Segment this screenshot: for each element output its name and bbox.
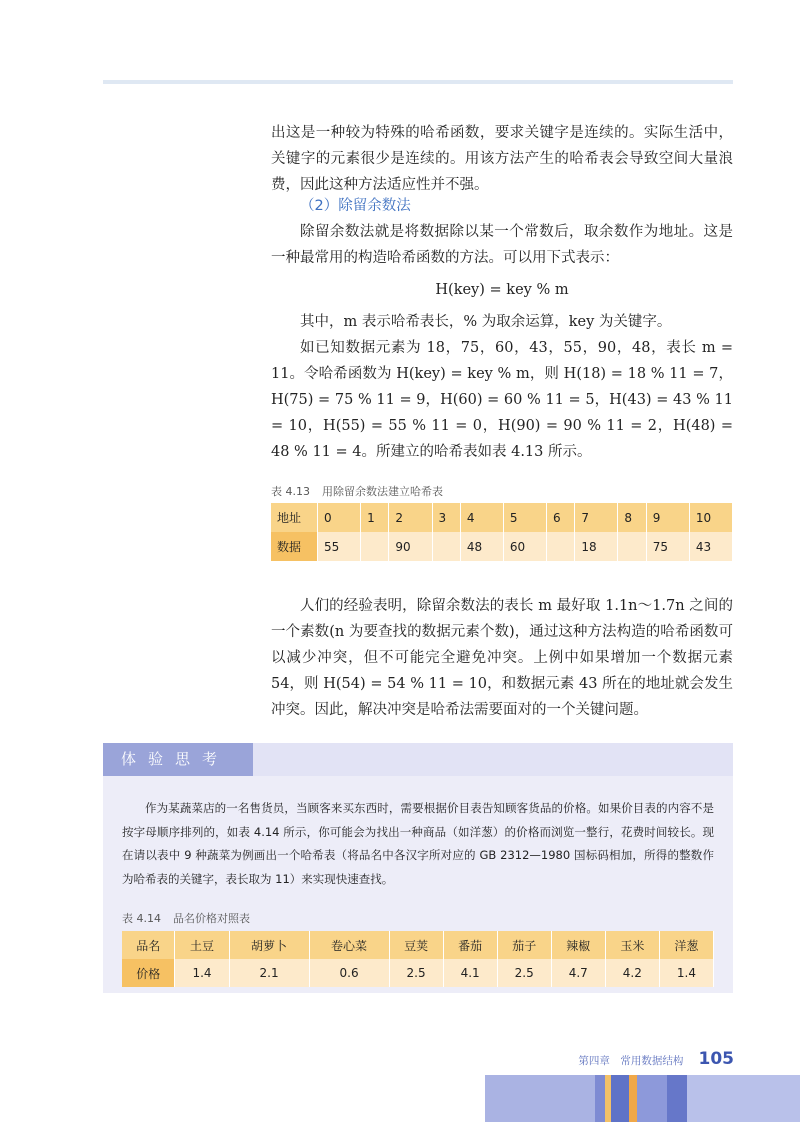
row-label: 地址 bbox=[271, 503, 318, 532]
table-title: 用除留余数法建立哈希表 bbox=[322, 485, 443, 498]
stripe bbox=[667, 1075, 687, 1122]
table-cell: 10 bbox=[689, 503, 732, 532]
table-4-14-caption bbox=[122, 910, 250, 926]
row-label: 品名 bbox=[122, 931, 175, 959]
table-cell: 胡萝卜 bbox=[229, 931, 309, 959]
think-paragraph: 作为某蔬菜店的一名售货员，当顾客来买东西时，需要根据价目表告知顾客货品的价格。如果价目表的内容不是按字母顺序排列的，如表 4.14 所示，你可能会为找出一种商品（如洋葱）的价格而浏览一整行，花费时间较长。现在请以表中 9 种蔬菜为例画出一个哈希表（将品名中各汉字所对应的 GB 2312—1980 国标码相加，所得的整数作为哈希表的关键字，表长取为 11）来实现快速查找。 bbox=[122, 801, 714, 886]
table-cell: 1.4 bbox=[659, 959, 713, 987]
table-cell: 90 bbox=[389, 532, 432, 561]
row-label: 价格 bbox=[122, 959, 175, 987]
decorative-stripes bbox=[485, 1075, 800, 1122]
table-row-address bbox=[271, 503, 733, 532]
table-cell: 5 bbox=[503, 503, 546, 532]
table-cell: 番茄 bbox=[443, 931, 497, 959]
table-cell: 辣椒 bbox=[551, 931, 605, 959]
table-cell: 4.1 bbox=[443, 959, 497, 987]
table-cell bbox=[432, 532, 460, 561]
table-cell: 7 bbox=[575, 503, 618, 532]
table-cell: 18 bbox=[575, 532, 618, 561]
table-cell: 48 bbox=[460, 532, 503, 561]
table-cell bbox=[361, 532, 389, 561]
table-cell: 6 bbox=[547, 503, 575, 532]
table-cell: 4.2 bbox=[605, 959, 659, 987]
table-cell: 2 bbox=[389, 503, 432, 532]
table-number: 表 4.14 bbox=[122, 912, 161, 925]
table-cell: 4 bbox=[460, 503, 503, 532]
section-subheading: （2）除留余数法 bbox=[300, 198, 411, 214]
stripe bbox=[485, 1075, 595, 1122]
table-cell: 1 bbox=[361, 503, 389, 532]
chapter-title: 第四章 常用数据结构 bbox=[578, 1055, 684, 1067]
division-section bbox=[271, 193, 733, 465]
page-number: 105 bbox=[698, 1049, 734, 1069]
stripe bbox=[595, 1075, 605, 1122]
table-cell: 茄子 bbox=[497, 931, 551, 959]
table-cell: 55 bbox=[318, 532, 361, 561]
table-cell: 4.7 bbox=[551, 959, 605, 987]
table-cell: 2.5 bbox=[389, 959, 443, 987]
table-cell: 9 bbox=[646, 503, 689, 532]
table-cell bbox=[547, 532, 575, 561]
paragraph-division-method: 除留余数法就是将数据除以某一个常数后，取余数作为地址。这是一种最常用的构造哈希函数的方法。可以用下式表示： bbox=[271, 224, 733, 266]
paragraph-example: 如已知数据元素为 18，75，60，43，55，90，48，表长 m = 11。令哈希函数为 H(key) = key % m，则 H(18) = 18 % 11 = 7，H(75) = 75 % 11 = 9，H(60) = 60 % 11 = 5，H(43) = 43 % 11 = 10，H(55) = 55 % 11 = 0，H(90) = 90 % 11 = 2，H(48) = 48 % 11 = 4。所建立的哈希表如表 4.13 所示。 bbox=[271, 340, 733, 460]
paragraph-intro: 出这是一种较为特殊的哈希函数，要求关键字是连续的。实际生活中，关键字的元素很少是连续的。用该方法产生的哈希表会导致空间大量浪费，因此这种方法适应性并不强。 bbox=[271, 125, 733, 193]
hash-formula: H(key) = key % m bbox=[435, 282, 569, 298]
table-cell: 3 bbox=[432, 503, 460, 532]
table-cell: 75 bbox=[646, 532, 689, 561]
table-cell: 洋葱 bbox=[659, 931, 713, 959]
think-header-bar bbox=[253, 743, 733, 776]
row-label: 数据 bbox=[271, 532, 318, 561]
table-cell: 卷心菜 bbox=[309, 931, 389, 959]
paragraph-where: 其中，m 表示哈希表长，% 为取余运算，key 为关键字。 bbox=[300, 314, 672, 330]
table-cell: 2.5 bbox=[497, 959, 551, 987]
top-rule bbox=[103, 80, 733, 84]
hash-table-4-13 bbox=[271, 503, 733, 561]
table-row-prices bbox=[122, 959, 714, 987]
table-number: 表 4.13 bbox=[271, 485, 310, 498]
table-row-names bbox=[122, 931, 714, 959]
table-4-13-caption bbox=[271, 483, 443, 499]
stripe bbox=[611, 1075, 629, 1122]
table-cell: 豆荚 bbox=[389, 931, 443, 959]
table-cell: 1.4 bbox=[175, 959, 229, 987]
think-tab: 体验思考 bbox=[103, 743, 253, 776]
stripe bbox=[637, 1075, 667, 1122]
table-cell: 43 bbox=[689, 532, 732, 561]
table-cell: 60 bbox=[503, 532, 546, 561]
paragraph-experience: 人们的经验表明，除留余数法的表长 m 最好取 1.1n～1.7n 之间的一个素数(n 为要查找的数据元素个数)，通过这种方法构造的哈希函数可以减少冲突，但不可能完全避免冲突。上例中如果增加一个数据元素 54，则 H(54) = 54 % 11 = 10，和数据元素 43 所在的地址就会发生冲突。因此，解决冲突是哈希法需要面对的一个关键问题。 bbox=[271, 598, 733, 718]
stripe bbox=[687, 1075, 800, 1122]
stripe bbox=[629, 1075, 637, 1122]
table-cell: 8 bbox=[618, 503, 646, 532]
table-cell: 2.1 bbox=[229, 959, 309, 987]
table-cell: 0 bbox=[318, 503, 361, 532]
table-cell bbox=[618, 532, 646, 561]
table-title: 品名价格对照表 bbox=[173, 912, 250, 925]
table-cell: 土豆 bbox=[175, 931, 229, 959]
price-table-4-14 bbox=[122, 931, 714, 987]
table-row-data bbox=[271, 532, 733, 561]
table-cell: 0.6 bbox=[309, 959, 389, 987]
table-cell: 玉米 bbox=[605, 931, 659, 959]
page-footer bbox=[578, 1049, 734, 1069]
